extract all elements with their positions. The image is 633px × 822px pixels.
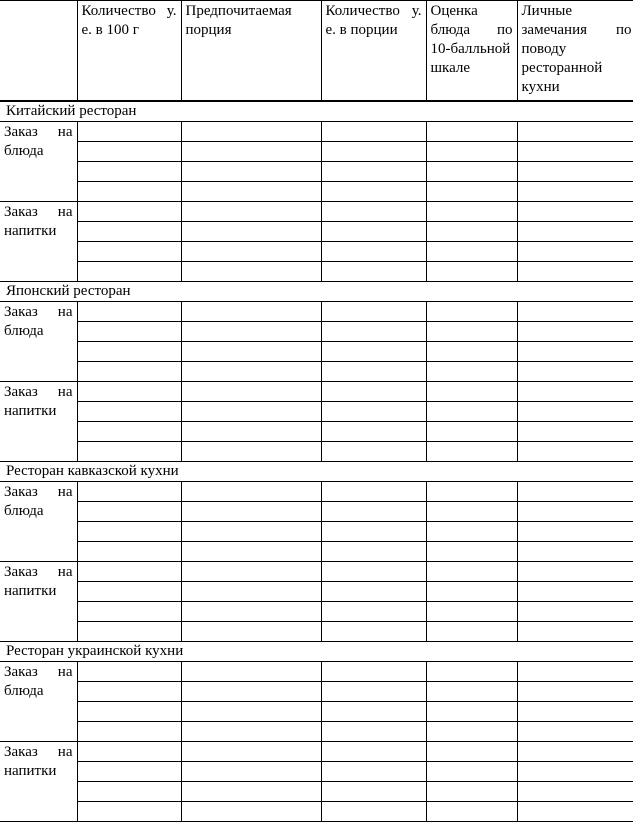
table-row xyxy=(0,222,633,242)
input-cell[interactable] xyxy=(321,702,426,722)
input-cell[interactable] xyxy=(517,302,633,322)
input-cell[interactable] xyxy=(517,442,633,462)
input-cell[interactable] xyxy=(426,342,517,362)
input-cell[interactable] xyxy=(77,522,181,542)
table-row xyxy=(0,762,633,782)
input-cell[interactable] xyxy=(517,502,633,522)
input-cell[interactable] xyxy=(321,762,426,782)
input-cell[interactable] xyxy=(77,762,181,782)
table-row xyxy=(0,362,633,382)
input-cell[interactable] xyxy=(77,582,181,602)
input-cell[interactable] xyxy=(426,682,517,702)
input-cell[interactable] xyxy=(517,542,633,562)
dishes-order-label: Заказ на блюда xyxy=(0,662,77,742)
input-cell[interactable] xyxy=(77,502,181,522)
input-cell[interactable] xyxy=(426,602,517,622)
input-cell[interactable] xyxy=(321,202,426,222)
header-preferred-portion: Предпочитаемая порция xyxy=(181,1,321,102)
input-cell[interactable] xyxy=(426,302,517,322)
input-cell[interactable] xyxy=(517,262,633,282)
input-cell[interactable] xyxy=(517,562,633,582)
input-cell[interactable] xyxy=(181,442,321,462)
input-cell[interactable] xyxy=(517,582,633,602)
input-cell[interactable] xyxy=(181,342,321,362)
input-cell[interactable] xyxy=(77,782,181,802)
input-cell[interactable] xyxy=(181,162,321,182)
input-cell[interactable] xyxy=(426,162,517,182)
input-cell[interactable] xyxy=(77,682,181,702)
table-row xyxy=(0,202,633,222)
table-row xyxy=(0,322,633,342)
input-cell[interactable] xyxy=(77,742,181,762)
header-empty xyxy=(0,1,77,102)
table-row xyxy=(0,502,633,522)
input-cell[interactable] xyxy=(321,142,426,162)
input-cell[interactable] xyxy=(181,722,321,742)
input-cell[interactable] xyxy=(181,422,321,442)
input-cell[interactable] xyxy=(517,162,633,182)
table-row xyxy=(0,522,633,542)
input-cell[interactable] xyxy=(517,222,633,242)
input-cell[interactable] xyxy=(77,482,181,502)
input-cell[interactable] xyxy=(77,342,181,362)
input-cell[interactable] xyxy=(77,622,181,642)
input-cell[interactable] xyxy=(77,562,181,582)
input-cell[interactable] xyxy=(181,782,321,802)
input-cell[interactable] xyxy=(181,362,321,382)
table-row xyxy=(0,622,633,642)
input-cell[interactable] xyxy=(77,702,181,722)
input-cell[interactable] xyxy=(77,802,181,822)
input-cell[interactable] xyxy=(517,702,633,722)
input-cell[interactable] xyxy=(181,122,321,142)
input-cell[interactable] xyxy=(181,762,321,782)
input-cell[interactable] xyxy=(517,182,633,202)
input-cell[interactable] xyxy=(321,382,426,402)
input-cell[interactable] xyxy=(77,182,181,202)
input-cell[interactable] xyxy=(517,422,633,442)
input-cell[interactable] xyxy=(517,522,633,542)
input-cell[interactable] xyxy=(517,122,633,142)
input-cell[interactable] xyxy=(181,542,321,562)
input-cell[interactable] xyxy=(181,622,321,642)
input-cell[interactable] xyxy=(426,542,517,562)
table-row xyxy=(0,182,633,202)
input-cell[interactable] xyxy=(321,722,426,742)
input-cell[interactable] xyxy=(426,222,517,242)
input-cell[interactable] xyxy=(321,422,426,442)
input-cell[interactable] xyxy=(181,582,321,602)
dishes-order-label: Заказ на блюда xyxy=(0,482,77,562)
input-cell[interactable] xyxy=(426,422,517,442)
input-cell[interactable] xyxy=(426,182,517,202)
dishes-order-label: Заказ на блюда xyxy=(0,122,77,202)
input-cell[interactable] xyxy=(426,502,517,522)
input-cell[interactable] xyxy=(517,382,633,402)
input-cell[interactable] xyxy=(321,222,426,242)
input-cell[interactable] xyxy=(181,602,321,622)
section-title: Японский ресторан xyxy=(0,282,633,302)
input-cell[interactable] xyxy=(426,802,517,822)
input-cell[interactable] xyxy=(426,322,517,342)
input-cell[interactable] xyxy=(77,302,181,322)
input-cell[interactable] xyxy=(321,442,426,462)
input-cell[interactable] xyxy=(426,202,517,222)
input-cell[interactable] xyxy=(426,622,517,642)
input-cell[interactable] xyxy=(181,522,321,542)
input-cell[interactable] xyxy=(77,242,181,262)
header-units-per-portion: Количество у. е. в порции xyxy=(321,1,426,102)
input-cell[interactable] xyxy=(77,722,181,742)
input-cell[interactable] xyxy=(77,662,181,682)
input-cell[interactable] xyxy=(181,242,321,262)
table-row xyxy=(0,482,633,502)
input-cell[interactable] xyxy=(181,502,321,522)
input-cell[interactable] xyxy=(426,142,517,162)
input-cell[interactable] xyxy=(321,742,426,762)
input-cell[interactable] xyxy=(517,742,633,762)
table-row xyxy=(0,402,633,422)
input-cell[interactable] xyxy=(517,782,633,802)
input-cell[interactable] xyxy=(181,682,321,702)
input-cell[interactable] xyxy=(181,382,321,402)
table-row xyxy=(0,602,633,622)
dishes-order-label: Заказ на блюда xyxy=(0,302,77,382)
drinks-order-label: Заказ на напитки xyxy=(0,382,77,462)
drinks-order-label: Заказ на напитки xyxy=(0,742,77,822)
input-cell[interactable] xyxy=(321,522,426,542)
table-row xyxy=(0,702,633,722)
table-row xyxy=(0,662,633,682)
table-row xyxy=(0,682,633,702)
input-cell[interactable] xyxy=(321,482,426,502)
input-cell[interactable] xyxy=(426,362,517,382)
input-cell[interactable] xyxy=(517,602,633,622)
table-row xyxy=(0,242,633,262)
input-cell[interactable] xyxy=(77,162,181,182)
input-cell[interactable] xyxy=(321,402,426,422)
input-cell[interactable] xyxy=(321,662,426,682)
input-cell[interactable] xyxy=(77,602,181,622)
input-cell[interactable] xyxy=(517,242,633,262)
input-cell[interactable] xyxy=(426,762,517,782)
table-row xyxy=(0,722,633,742)
table-row xyxy=(0,782,633,802)
input-cell[interactable] xyxy=(321,342,426,362)
input-cell[interactable] xyxy=(321,802,426,822)
input-cell[interactable] xyxy=(321,242,426,262)
input-cell[interactable] xyxy=(517,142,633,162)
drinks-order-label: Заказ на напитки xyxy=(0,202,77,282)
input-cell[interactable] xyxy=(181,262,321,282)
input-cell[interactable] xyxy=(321,562,426,582)
input-cell[interactable] xyxy=(517,202,633,222)
input-cell[interactable] xyxy=(77,422,181,442)
input-cell[interactable] xyxy=(77,542,181,562)
input-cell[interactable] xyxy=(77,202,181,222)
section-title: Китайский ресторан xyxy=(0,101,633,122)
input-cell[interactable] xyxy=(181,742,321,762)
input-cell[interactable] xyxy=(517,362,633,382)
input-cell[interactable] xyxy=(426,582,517,602)
table-row xyxy=(0,142,633,162)
input-cell[interactable] xyxy=(517,762,633,782)
header-rating: Оценка блюда по 10-балльной шкале xyxy=(426,1,517,102)
input-cell[interactable] xyxy=(77,142,181,162)
input-cell[interactable] xyxy=(77,402,181,422)
input-cell[interactable] xyxy=(426,562,517,582)
input-cell[interactable] xyxy=(181,702,321,722)
section-title: Ресторан кавказской кухни xyxy=(0,462,633,482)
input-cell[interactable] xyxy=(77,362,181,382)
section-row xyxy=(0,462,633,482)
input-cell[interactable] xyxy=(77,322,181,342)
table-row xyxy=(0,262,633,282)
input-cell[interactable] xyxy=(181,142,321,162)
input-cell[interactable] xyxy=(426,122,517,142)
section-row xyxy=(0,642,633,662)
input-cell[interactable] xyxy=(321,682,426,702)
table-row xyxy=(0,742,633,762)
input-cell[interactable] xyxy=(426,782,517,802)
section-row xyxy=(0,101,633,122)
input-cell[interactable] xyxy=(77,222,181,242)
table-row xyxy=(0,422,633,442)
input-cell[interactable] xyxy=(517,402,633,422)
table-row xyxy=(0,382,633,402)
input-cell[interactable] xyxy=(517,722,633,742)
input-cell[interactable] xyxy=(321,502,426,522)
input-cell[interactable] xyxy=(426,522,517,542)
input-cell[interactable] xyxy=(181,802,321,822)
input-cell[interactable] xyxy=(181,482,321,502)
input-cell[interactable] xyxy=(321,302,426,322)
table-row xyxy=(0,162,633,182)
input-cell[interactable] xyxy=(426,722,517,742)
input-cell[interactable] xyxy=(426,402,517,422)
input-cell[interactable] xyxy=(321,322,426,342)
input-cell[interactable] xyxy=(181,222,321,242)
header-units-per-100g: Количество у. е. в 100 г xyxy=(77,1,181,102)
table-row xyxy=(0,802,633,822)
table-row xyxy=(0,342,633,362)
input-cell[interactable] xyxy=(426,662,517,682)
input-cell[interactable] xyxy=(321,162,426,182)
input-cell[interactable] xyxy=(517,342,633,362)
table-row xyxy=(0,562,633,582)
input-cell[interactable] xyxy=(426,262,517,282)
input-cell[interactable] xyxy=(181,302,321,322)
input-cell[interactable] xyxy=(321,782,426,802)
input-cell[interactable] xyxy=(321,182,426,202)
input-cell[interactable] xyxy=(426,702,517,722)
input-cell[interactable] xyxy=(321,582,426,602)
input-cell[interactable] xyxy=(181,182,321,202)
header-remarks: Личные замечания по поводу ресторанной кухни xyxy=(517,1,633,102)
table-row xyxy=(0,442,633,462)
header-row xyxy=(0,1,633,102)
input-cell[interactable] xyxy=(517,622,633,642)
drinks-order-label: Заказ на напитки xyxy=(0,562,77,642)
input-cell[interactable] xyxy=(321,602,426,622)
input-cell[interactable] xyxy=(517,682,633,702)
input-cell[interactable] xyxy=(517,482,633,502)
input-cell[interactable] xyxy=(426,382,517,402)
input-cell[interactable] xyxy=(77,122,181,142)
input-cell[interactable] xyxy=(426,742,517,762)
input-cell[interactable] xyxy=(321,362,426,382)
input-cell[interactable] xyxy=(77,262,181,282)
input-cell[interactable] xyxy=(517,322,633,342)
input-cell[interactable] xyxy=(321,542,426,562)
table-row xyxy=(0,302,633,322)
input-cell[interactable] xyxy=(77,442,181,462)
input-cell[interactable] xyxy=(77,382,181,402)
table-row xyxy=(0,122,633,142)
input-cell[interactable] xyxy=(426,482,517,502)
input-cell[interactable] xyxy=(426,442,517,462)
table-row xyxy=(0,582,633,602)
input-cell[interactable] xyxy=(181,562,321,582)
section-row xyxy=(0,282,633,302)
input-cell[interactable] xyxy=(426,242,517,262)
table-row xyxy=(0,542,633,562)
input-cell[interactable] xyxy=(181,322,321,342)
section-title: Ресторан украинской кухни xyxy=(0,642,633,662)
input-cell[interactable] xyxy=(181,662,321,682)
input-cell[interactable] xyxy=(181,202,321,222)
input-cell[interactable] xyxy=(181,402,321,422)
input-cell[interactable] xyxy=(517,802,633,822)
input-cell[interactable] xyxy=(321,262,426,282)
input-cell[interactable] xyxy=(321,122,426,142)
input-cell[interactable] xyxy=(517,662,633,682)
input-cell[interactable] xyxy=(321,622,426,642)
